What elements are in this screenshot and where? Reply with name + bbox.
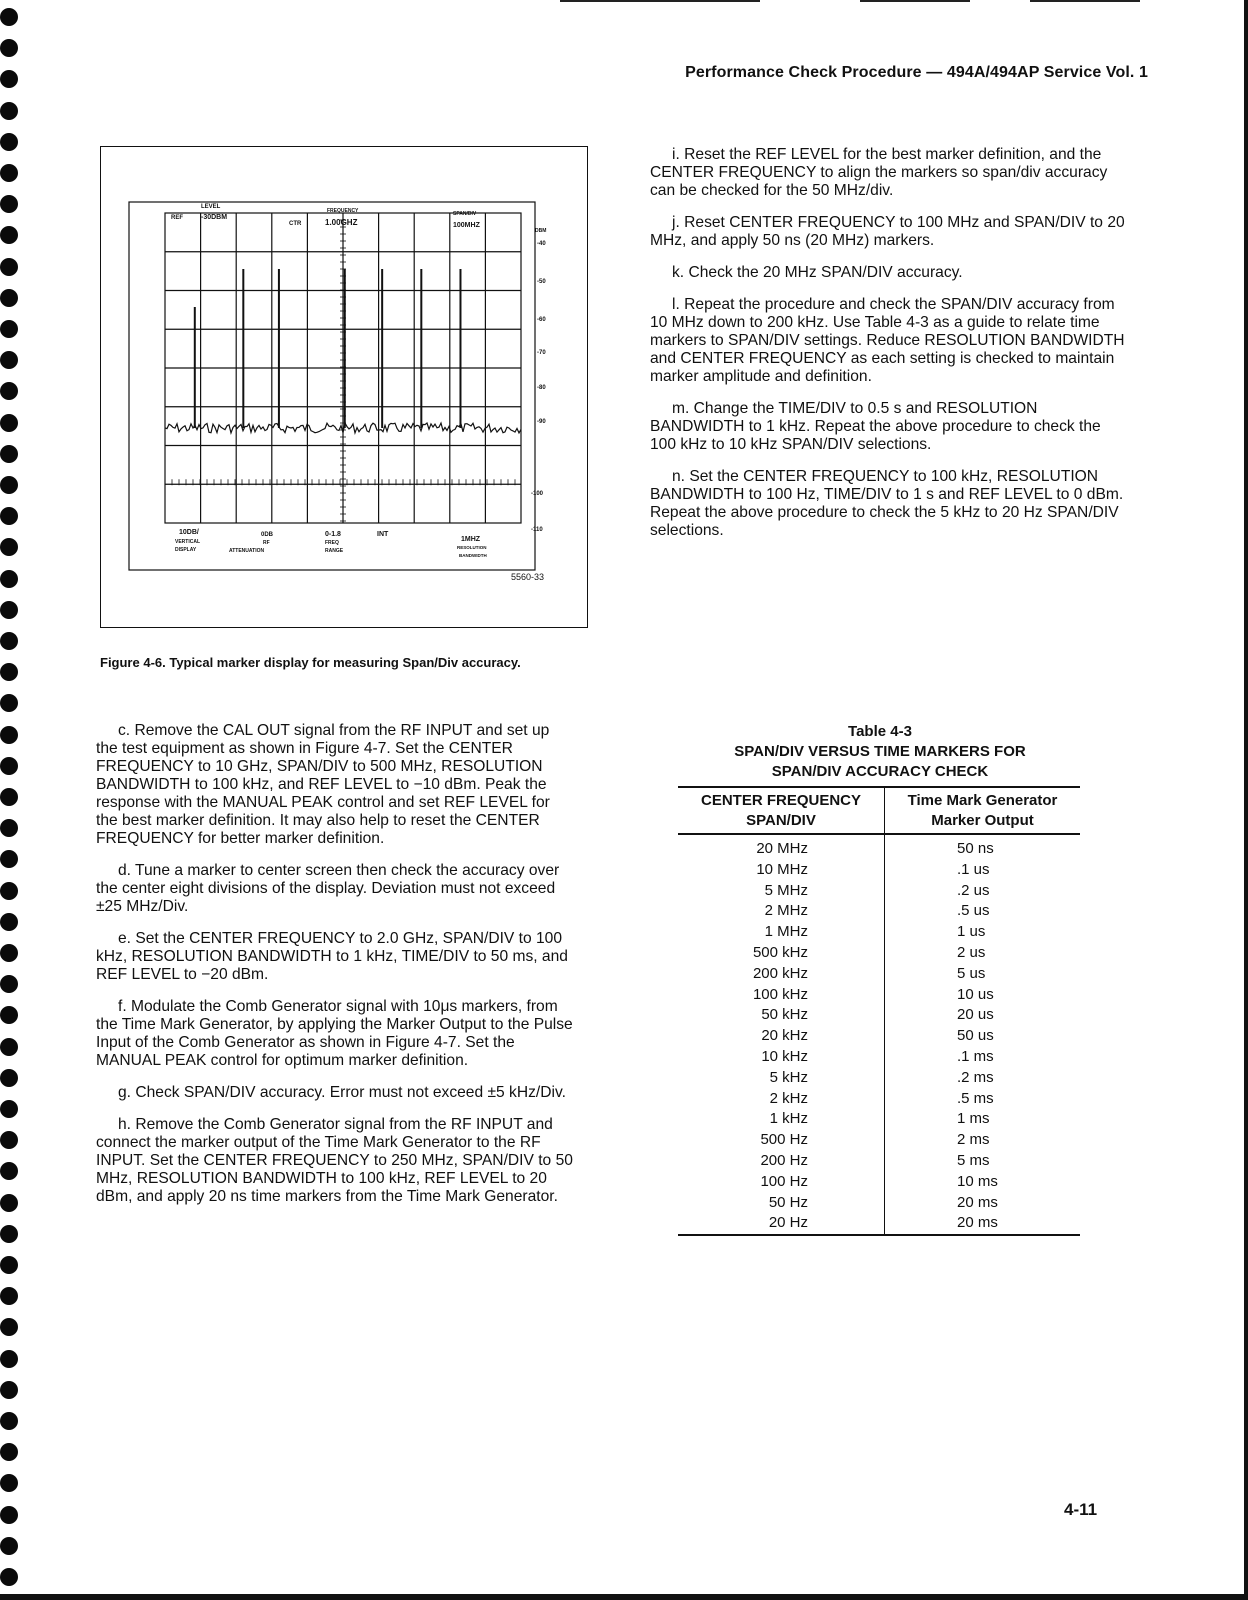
step-g: g. Check SPAN/DIV accuracy. Error must not exceed ±5 kHz/Div. [118, 1084, 566, 1101]
step-d: d. Tune a marker to center screen then check the accuracy over the center eight divisions of the display. Deviation must not exceed ±25 MHz/Div. [96, 862, 560, 915]
binder-hole [0, 1474, 18, 1492]
readout-atten-label: ATTENUATION [229, 548, 265, 554]
readout-int-value: INT [377, 531, 389, 538]
step-l: l. Repeat the procedure and check the SPAN/DIV accuracy from 10 MHz down to 200 kHz. Use Table 4-3 as a guide to relate time markers to SPAN/DIV settings. Reduce RESOLUTION BANDWIDTH and CENTER FREQUENCY as each setting is checked to maintain marker amplitude and definition. [650, 296, 1125, 385]
binder-hole [0, 1537, 18, 1555]
binder-hole [0, 975, 18, 993]
scale-label: -90 [537, 419, 546, 425]
binder-hole [0, 726, 18, 744]
table-row [678, 1109, 1080, 1130]
binder-hole [0, 164, 18, 182]
table-row [678, 964, 1080, 985]
binder-hole [0, 351, 18, 369]
table-title-line: SPAN/DIV VERSUS TIME MARKERS FOR [734, 743, 1026, 760]
page-number: 4-11 [1064, 1500, 1098, 1519]
scale-label: -110 [531, 527, 543, 533]
table-row [678, 1193, 1080, 1214]
span-div-cell: 50 kHz [678, 1005, 885, 1026]
scale-label: -100 [531, 491, 544, 497]
readout-res-label: RESOLUTION [457, 545, 487, 550]
table-row [678, 1026, 1080, 1047]
readout-level-label: LEVEL [201, 204, 221, 210]
binder-hole [0, 819, 18, 837]
table-row [678, 943, 1080, 964]
readout-vertical-value: 10DB/ [179, 529, 199, 536]
table-row [678, 1130, 1080, 1151]
marker-output-cell: .5 ms [957, 1089, 994, 1107]
binder-hole [0, 226, 18, 244]
marker-output-cell: 20 ms [957, 1214, 998, 1232]
marker-output-cell: .1 ms [957, 1047, 994, 1065]
right-column [650, 146, 1130, 554]
marker-output-cell: 1 us [957, 923, 986, 941]
column-header-line: SPAN/DIV [746, 812, 816, 829]
table-row [678, 922, 1080, 943]
binder-hole [0, 476, 18, 494]
marker-output-cell: 10 ms [957, 1172, 998, 1190]
graticule [165, 213, 521, 523]
span-div-cell: 20 Hz [678, 1213, 885, 1235]
readout-atten-rf: RF [263, 540, 270, 546]
binder-hole [0, 195, 18, 213]
top-rule [560, 0, 1248, 3]
marker-output-cell: .2 ms [957, 1068, 994, 1086]
readout-span-value: 100MHZ [453, 222, 480, 229]
binder-hole [0, 1412, 18, 1430]
figure-id: 5560-33 [511, 572, 545, 582]
table-row [678, 1172, 1080, 1193]
binder-hole [0, 601, 18, 619]
binder-hole [0, 289, 18, 307]
table-row [678, 985, 1080, 1006]
figure-4-6 [100, 146, 588, 628]
table-row [678, 1047, 1080, 1068]
span-div-cell: 10 MHz [678, 860, 885, 881]
page-bottom-edge [0, 1594, 1248, 1600]
step-n: n. Set the CENTER FREQUENCY to 100 kHz, RESOLUTION BANDWIDTH to 100 Hz, TIME/DIV to 1 s and REF LEVEL to 0 dBm. Repeat the above procedure to check the 5 kHz to 20 Hz SPAN/DIV selections. [650, 468, 1124, 539]
span-div-cell: 1 kHz [678, 1109, 885, 1130]
span-div-cell: 500 Hz [678, 1130, 885, 1151]
binder-hole [0, 538, 18, 556]
binder-hole [0, 632, 18, 650]
binder-hole [0, 1006, 18, 1024]
table-row [678, 1089, 1080, 1110]
binder-hole [0, 1100, 18, 1118]
marker-output-cell: 2 ms [957, 1131, 990, 1149]
running-header: Performance Check Procedure — 494A/494AP Service Vol. 1 [685, 64, 1148, 81]
binder-hole [0, 320, 18, 338]
binder-hole [0, 1069, 18, 1087]
span-div-cell: 20 kHz [678, 1026, 885, 1047]
left-column [96, 722, 574, 1220]
marker-output-cell: 5 ms [957, 1151, 990, 1169]
table-row [678, 1068, 1080, 1089]
step-k: k. Check the 20 MHz SPAN/DIV accuracy. [672, 264, 963, 281]
binder-hole [0, 133, 18, 151]
readout-dbm-label: DBM [535, 228, 547, 234]
column-header-marker-output [885, 787, 1081, 834]
step-e: e. Set the CENTER FREQUENCY to 2.0 GHz, SPAN/DIV to 100 kHz, RESOLUTION BANDWIDTH to 1 kHz, TIME/DIV to 50 ms, and REF LEVEL to −20 dBm. [96, 930, 568, 983]
binder-hole [0, 8, 18, 26]
span-div-cell: 20 MHz [678, 834, 885, 860]
span-div-cell: 100 kHz [678, 985, 885, 1006]
marker-output-cell: 50 us [957, 1027, 994, 1045]
binder-hole [0, 757, 18, 775]
step-h: h. Remove the Comb Generator signal from the RF INPUT and connect the marker output of the Time Mark Generator to the RF INPUT. Set the CENTER FREQUENCY to 250 MHz, SPAN/DIV to 50 MHz, RESOLUTION BANDWIDTH to 100 kHz, REF LEVEL to 20 dBm, and apply 20 ns time markers from the Time Mark Generator. [96, 1116, 573, 1205]
span-div-cell: 5 MHz [678, 881, 885, 902]
binder-hole [0, 1162, 18, 1180]
readout-span-label: SPAN/DIV [453, 211, 477, 217]
binder-hole [0, 663, 18, 681]
marker-output-cell: .2 us [957, 881, 990, 899]
binder-hole [0, 1038, 18, 1056]
binder-hole [0, 102, 18, 120]
step-m: m. Change the TIME/DIV to 0.5 s and RESOLUTION BANDWIDTH to 1 kHz. Repeat the above procedure to check the 100 kHz to 10 kHz SPAN/DIV selections. [650, 400, 1101, 453]
table-row [678, 901, 1080, 922]
binder-holes [0, 0, 40, 1600]
readout-range-label: FREQ [325, 540, 339, 546]
marker-output-cell: .1 us [957, 860, 990, 878]
table-row [678, 1151, 1080, 1172]
readout-ref-label: REF [171, 215, 183, 221]
readout-vertical-label: VERTICAL [175, 539, 200, 545]
marker-output-cell: 20 ms [957, 1193, 998, 1211]
table-title-line: SPAN/DIV ACCURACY CHECK [771, 763, 989, 780]
binder-hole [0, 258, 18, 276]
span-div-cell: 10 kHz [678, 1047, 885, 1068]
binder-hole [0, 1194, 18, 1212]
figure-caption: Figure 4-6. Typical marker display for measuring Span/Div accuracy. [100, 655, 521, 670]
column-header-line: Marker Output [931, 812, 1034, 829]
step-c: c. Remove the CAL OUT signal from the RF INPUT and set up the test equipment as shown in Figure 4-7. Set the CENTER FREQUENCY to 10 GHz, SPAN/DIV to 500 MHz, RESOLUTION BANDWIDTH to 100 kHz, and REF LEVEL to −10 dBm. Peak the response with the MANUAL PEAK control and set REF LEVEL for the best marker definition. It may also help to reset the CENTER FREQUENCY for better marker definition. [96, 722, 550, 847]
binder-hole [0, 1287, 18, 1305]
span-div-cell: 500 kHz [678, 943, 885, 964]
binder-hole [0, 382, 18, 400]
marker-output-cell: 10 us [957, 985, 994, 1003]
span-div-cell: 200 Hz [678, 1151, 885, 1172]
table-body [678, 834, 1080, 1235]
span-div-cell: 200 kHz [678, 964, 885, 985]
column-header-line: CENTER FREQUENCY [700, 792, 861, 809]
scale-label: -50 [537, 279, 546, 285]
binder-hole [0, 570, 18, 588]
step-i: i. Reset the REF LEVEL for the best marker definition, and the CENTER FREQUENCY to align the markers so span/div accuracy can be checked for the 50 MHz/div. [650, 146, 1108, 199]
scale-label: -40 [537, 241, 546, 247]
span-div-cell: 100 Hz [678, 1172, 885, 1193]
readout-ctr-value: 1.00GHZ [325, 218, 358, 227]
span-div-cell: 50 Hz [678, 1193, 885, 1214]
table-row [678, 1005, 1080, 1026]
scale-label: -60 [537, 317, 546, 323]
table-header-row [678, 787, 1080, 834]
page-edge [1244, 0, 1248, 1594]
scale-label: -70 [537, 350, 546, 356]
step-f: f. Modulate the Comb Generator signal with 10μs markers, from the Time Mark Generator, by applying the Marker Output to the Pulse Input of the Comb Generator as shown in Figure 4-7. Set the MANUAL PEAK control for optimum marker definition. [96, 998, 573, 1069]
table-row [678, 881, 1080, 902]
span-div-cell: 2 MHz [678, 901, 885, 922]
binder-hole [0, 1568, 18, 1586]
binder-hole [0, 1381, 18, 1399]
readout-range-label: RANGE [325, 548, 344, 554]
column-header-span-div [678, 787, 885, 834]
readout-res-value: 1MHZ [461, 536, 481, 543]
readout-vertical-label: DISPLAY [175, 547, 197, 553]
step-j: j. Reset CENTER FREQUENCY to 100 MHz and SPAN/DIV to 20 MHz, and apply 50 ns (20 MHz) markers. [650, 214, 1125, 249]
table-title [680, 722, 1080, 782]
span-div-cell: 1 MHz [678, 922, 885, 943]
readout-res-label: BANDWIDTH [459, 553, 487, 558]
binder-hole [0, 1225, 18, 1243]
binder-hole [0, 1443, 18, 1461]
binder-hole [0, 882, 18, 900]
span-div-cell: 2 kHz [678, 1089, 885, 1110]
marker-output-cell: 50 ns [957, 840, 994, 857]
binder-hole [0, 1256, 18, 1274]
binder-hole [0, 70, 18, 88]
marker-output-cell: 1 ms [957, 1110, 990, 1128]
binder-hole [0, 1131, 18, 1149]
binder-hole [0, 507, 18, 525]
readout-ctr-label: CTR [289, 221, 302, 227]
binder-hole [0, 445, 18, 463]
binder-hole [0, 1506, 18, 1524]
binder-hole [0, 39, 18, 57]
column-header-line: Time Mark Generator [907, 792, 1058, 809]
binder-hole [0, 1318, 18, 1336]
binder-hole [0, 694, 18, 712]
marker-output-cell: 2 us [957, 943, 986, 961]
scale-label: -80 [537, 385, 546, 391]
readout-atten-value: 0DB [261, 532, 274, 538]
marker-output-cell: 20 us [957, 1006, 994, 1024]
binder-hole [0, 850, 18, 868]
readout-range-value: 0-1.8 [325, 531, 341, 538]
binder-hole [0, 1350, 18, 1368]
readout-frequency-label: FREQUENCY [327, 208, 359, 214]
readout-ref-value: -30DBM [201, 214, 228, 221]
marker-display-screen [101, 147, 587, 627]
binder-hole [0, 913, 18, 931]
table-row [678, 860, 1080, 881]
table-number: Table 4-3 [848, 723, 912, 740]
marker-output-cell: .5 us [957, 902, 990, 920]
span-div-cell: 5 kHz [678, 1068, 885, 1089]
marker-output-cell: 5 us [957, 964, 986, 982]
span-div-table [678, 786, 1080, 1236]
binder-hole [0, 944, 18, 962]
binder-hole [0, 414, 18, 432]
table-row [678, 834, 1080, 860]
table-row [678, 1213, 1080, 1235]
binder-hole [0, 788, 18, 806]
